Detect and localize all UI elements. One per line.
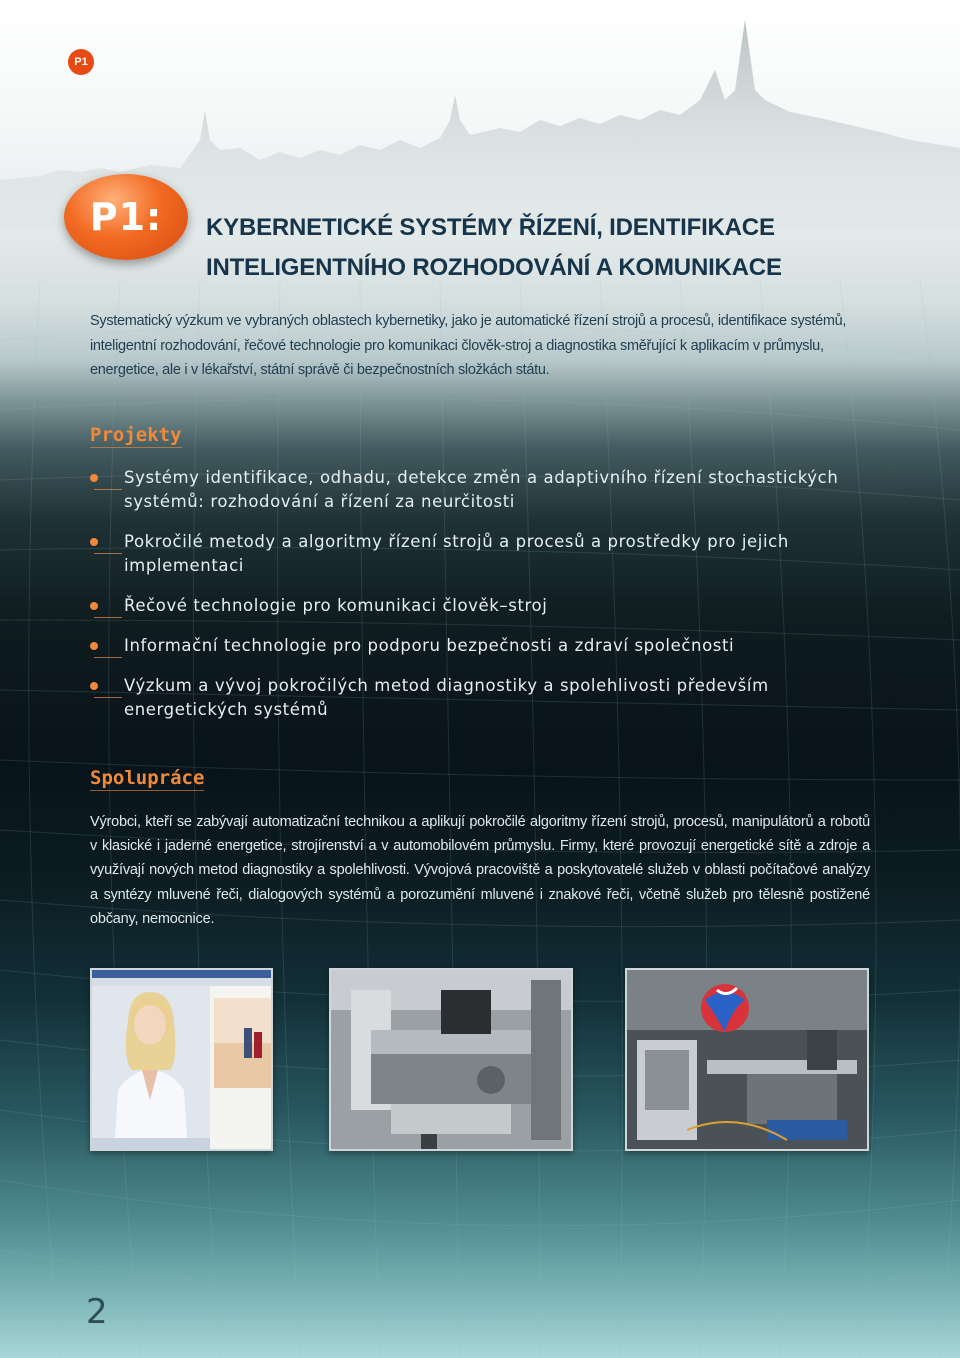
bullet-icon xyxy=(90,474,98,482)
page-number: 2 xyxy=(86,1292,108,1332)
title-line-1: KYBERNETICKÉ SYSTÉMY ŘÍZENÍ, IDENTIFIKACE xyxy=(206,214,775,241)
list-item: Řečové technologie pro komunikaci člověk–stroj xyxy=(90,594,890,618)
bullet-icon xyxy=(90,602,98,610)
list-item: Pokročilé metody a algoritmy řízení strojů a procesů a prostředky pro jejich implementaci xyxy=(90,530,890,578)
list-item: Výzkum a vývoj pokročilých metod diagnostiky a spolehlivosti především energetických systémů xyxy=(90,674,890,722)
cooperation-heading: Spolupráce xyxy=(90,767,205,789)
bullet-icon xyxy=(90,682,98,690)
photo-avatar-software xyxy=(90,968,273,1151)
list-item: Systémy identifikace, odhadu, detekce změn a adaptivního řízení stochastických systémů: rozhodování a řízení za neurčitosti xyxy=(90,466,890,514)
title-line-2: INTELIGENTNÍHO ROZHODOVÁNÍ A KOMUNIKACE xyxy=(206,254,782,281)
bullet-icon xyxy=(90,538,98,546)
p1-oval-label: P1: xyxy=(64,174,188,260)
page-title xyxy=(206,208,926,288)
photo-machine xyxy=(329,968,573,1151)
bullet-icon xyxy=(90,642,98,650)
intro-paragraph: Systematický výzkum ve vybraných oblastech kybernetiky, jako je automatické řízení strojů a procesů, identifikace systémů, inteligentní rozhodování, řečové technologie pro komunikaci člověk-stroj a diagnostika směřující k aplikacím v průmyslu, energetice, ale i v lékařství, státní správě či bezpečnostních složkách státu. xyxy=(90,313,847,378)
cooperation-paragraph: Výrobci, kteří se zabývají automatizační technikou a aplikují pokročilé algoritmy řízení strojů, procesů, manipulátorů a robotů v klasické i jaderné energetice, strojírenství a v automobilovém průmyslu. Firmy, které provozují energetické sítě a zdroje a využívají nových metod diagnostiky a spolehlivosti. Vývojová pracoviště a poskytovatelé služeb v oblasti počítačové analýzy a syntézy mluvené řeči, dialogových systémů a porozumění mluvené i znakové řeči, včetně služeb pro tělesně postižené občany, nemocnice. xyxy=(90,814,870,927)
avatar-software-image xyxy=(92,970,273,1151)
section-badge: P1 xyxy=(68,49,94,75)
list-item: Informační technologie pro podporu bezpečnosti a zdraví společnosti xyxy=(90,634,890,658)
machine-image xyxy=(331,970,573,1151)
photo-robot-lab xyxy=(625,968,869,1151)
projects-list xyxy=(90,466,890,738)
robot-lab-image xyxy=(627,970,869,1151)
projects-heading: Projekty xyxy=(90,424,182,446)
